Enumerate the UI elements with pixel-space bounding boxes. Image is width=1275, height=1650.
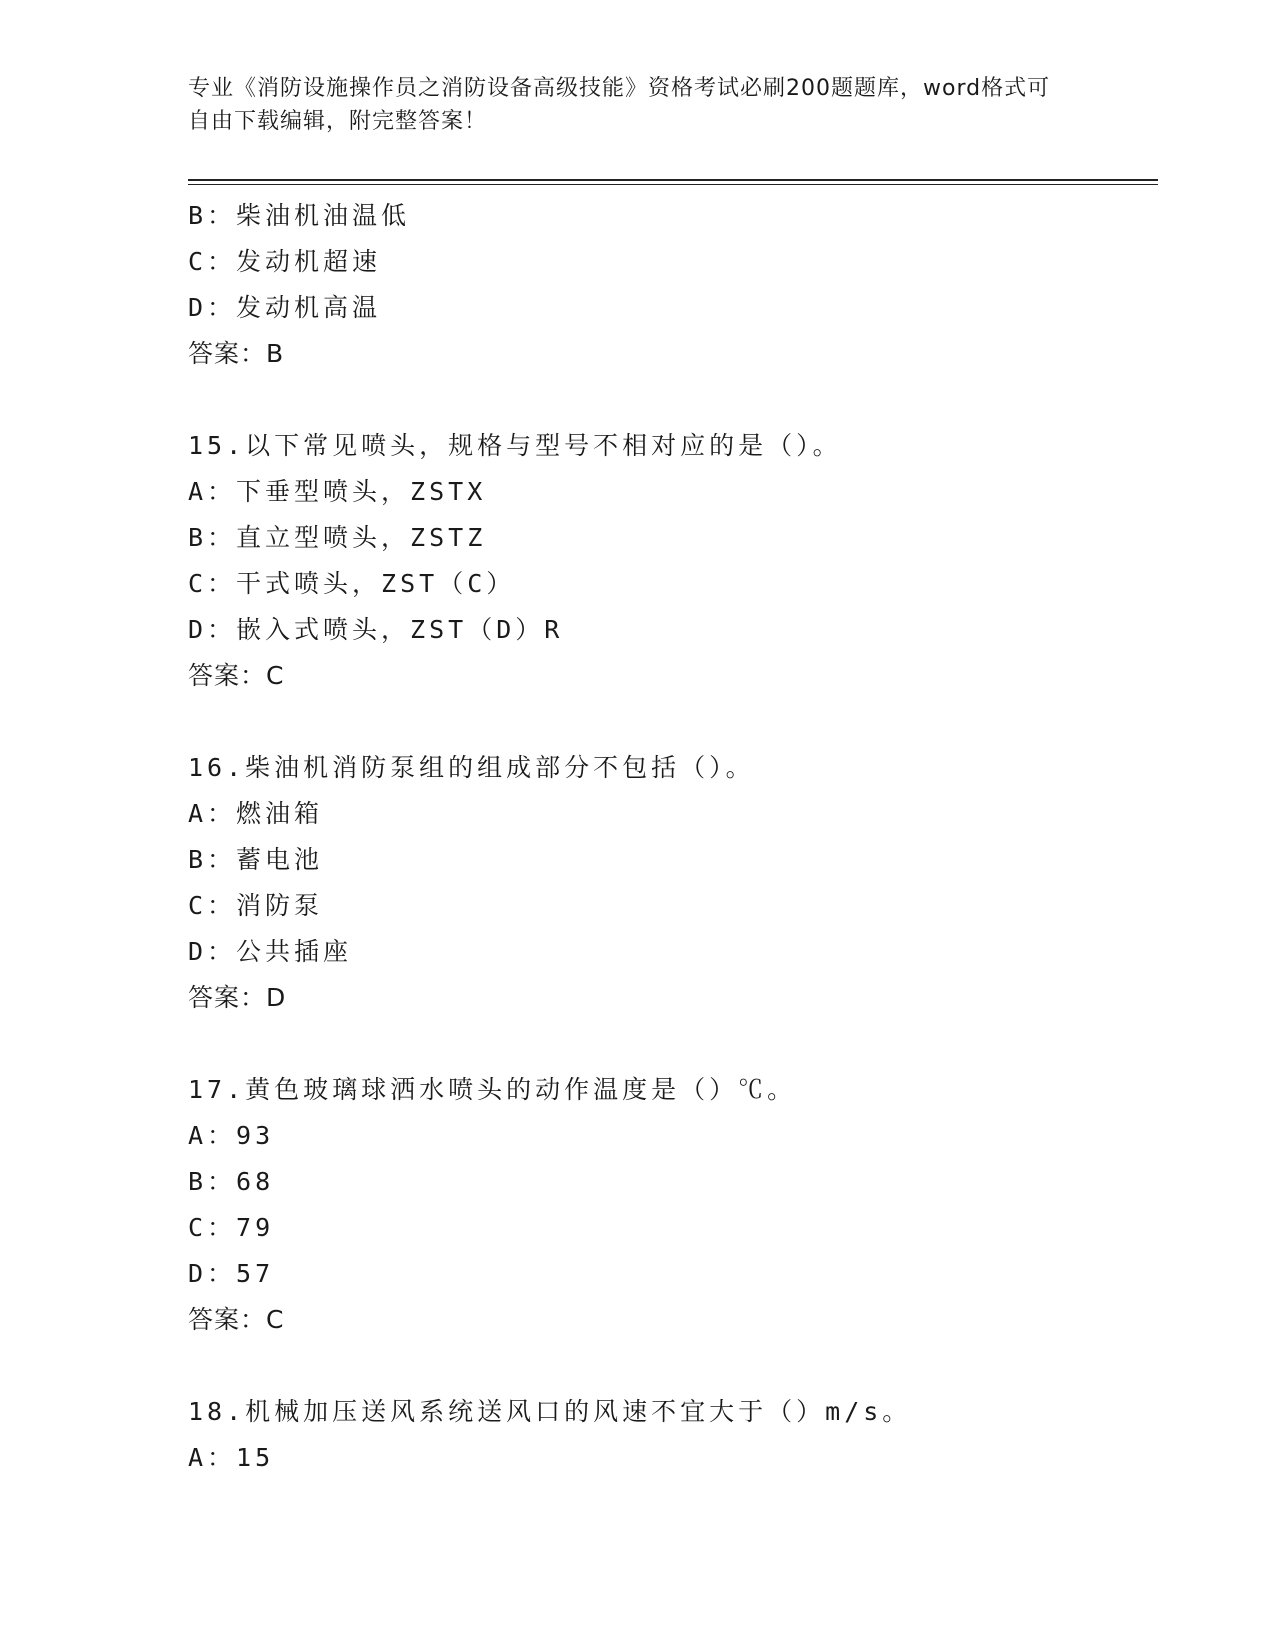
option-b: B：蓄电池 bbox=[188, 845, 324, 874]
option-c: C：发动机超速 bbox=[188, 247, 382, 276]
answer-line: 答案：C bbox=[188, 661, 285, 690]
option-a: A：15 bbox=[188, 1443, 275, 1472]
header-divider-thin bbox=[188, 184, 1158, 185]
option-a: A：下垂型喷头，ZSTX bbox=[188, 477, 487, 506]
option-a: A：93 bbox=[188, 1121, 275, 1150]
option-d: D：发动机高温 bbox=[188, 293, 382, 322]
answer-line: 答案：D bbox=[188, 983, 287, 1012]
question-stem: 16.柴油机消防泵组的组成部分不包括（）。 bbox=[188, 753, 755, 782]
option-b: B：直立型喷头，ZSTZ bbox=[188, 523, 487, 552]
option-c: C：79 bbox=[188, 1213, 275, 1242]
option-a: A：燃油箱 bbox=[188, 799, 324, 828]
option-b: B：柴油机油温低 bbox=[188, 201, 411, 230]
option-d: D：公共插座 bbox=[188, 937, 353, 966]
answer-line: 答案：C bbox=[188, 1305, 285, 1334]
option-c: C：消防泵 bbox=[188, 891, 324, 920]
header-divider bbox=[188, 179, 1158, 181]
question-list bbox=[188, 193, 1148, 1481]
question-stem: 15.以下常见喷头，规格与型号不相对应的是（）。 bbox=[188, 431, 842, 460]
option-c: C：干式喷头，ZST（C） bbox=[188, 569, 516, 598]
option-b: B：68 bbox=[188, 1167, 275, 1196]
question-stem: 17.黄色玻璃球洒水喷头的动作温度是（）℃。 bbox=[188, 1075, 797, 1104]
document-title: 专业《消防设施操作员之消防设备高级技能》资格考试必刷200题题库，word格式可自由下载编辑，附完整答案！ bbox=[188, 76, 1051, 134]
answer-line: 答案：B bbox=[188, 339, 285, 368]
question-stem: 18.机械加压送风系统送风口的风速不宜大于（）m/s。 bbox=[188, 1397, 912, 1426]
option-d: D：57 bbox=[188, 1259, 275, 1288]
option-d: D：嵌入式喷头，ZST（D）R bbox=[188, 615, 564, 644]
